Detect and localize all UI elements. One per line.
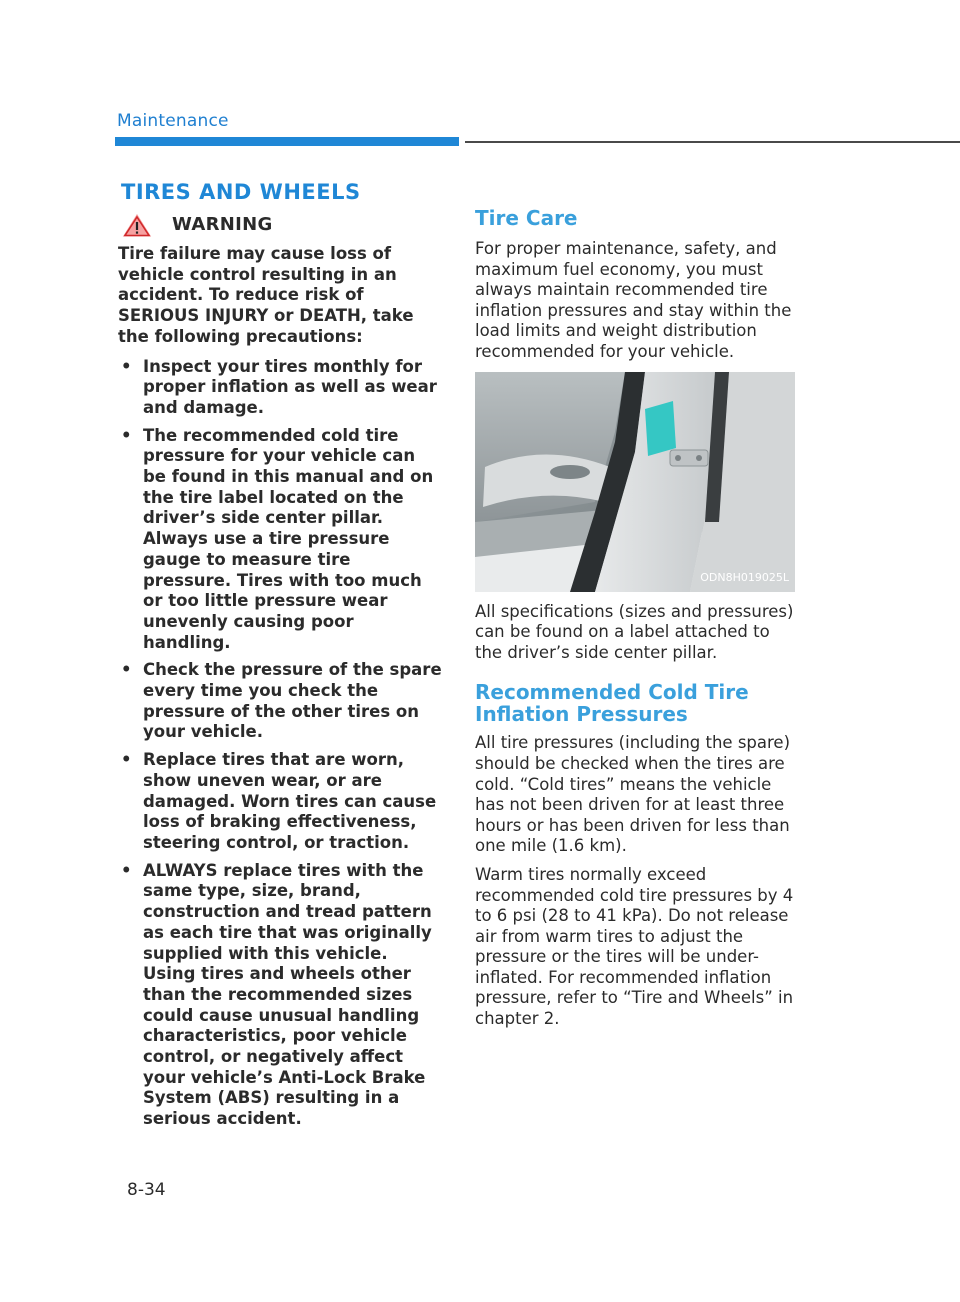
list-item-text: Check the pressure of the spare every time you check the pressure of the other tires on your vehicle. — [143, 660, 442, 742]
list-item — [118, 660, 443, 743]
right-column — [475, 205, 800, 1038]
list-item — [118, 750, 443, 854]
tire-label-figure — [475, 372, 795, 592]
list-item — [118, 426, 443, 654]
bullet-icon: • — [121, 860, 132, 880]
warning-intro: Tire failure may cause loss of vehicle control resulting in an accident. To reduce risk of SERIOUS INJURY or DEATH, take the following precautions: — [118, 244, 414, 346]
cold-tire-heading: Recommended Cold Tire Inflation Pressures — [475, 680, 749, 727]
figure-caption: ODN8H019025L — [700, 570, 789, 584]
list-item — [118, 357, 443, 419]
warning-triangle-icon — [120, 211, 154, 239]
cold-tire-paragraph-2: Warm tires normally exceed recommended cold tire pressures by 4 to 6 psi (28 to 41 kPa). Do not release air from warm tires to adjust the pressure or the tires will be under-inflated. For recommended inflation pressure, refer to “Tire and Wheels” in chapter 2. — [475, 864, 794, 1029]
bullet-icon: • — [121, 425, 132, 445]
list-item-text: ALWAYS replace tires with the same type, size, brand, construction and tread pattern as each tire that was originally supplied with this vehicle. Using tires and wheels other than the recommended sizes could cause unusual handling characteristics, poor vehicle control, or negatively affect your vehicle’s Anti-Lock Brake System (ABS) resulting in a serious accident. — [143, 860, 432, 1129]
list-item-text: Replace tires that are worn, show uneven wear, or are damaged. Worn tires can cause loss of braking effectiveness, steering control, or traction. — [143, 750, 437, 852]
tire-care-heading: Tire Care — [475, 206, 578, 230]
bullet-icon: • — [121, 750, 132, 770]
header-rule — [465, 141, 960, 143]
warning-body — [118, 244, 443, 1137]
warning-label: WARNING — [172, 214, 273, 235]
bullet-icon: • — [121, 356, 132, 376]
list-item-text: The recommended cold tire pressure for your vehicle can be found in this manual and on the tire label located on the driver’s side center pillar. Always use a tire pressure gauge to measure tire pressure. Tires with too much or too little pressure wear unevenly causing poor handling. — [143, 425, 434, 652]
page-number: 8-34 — [127, 1180, 166, 1200]
section-heading: TIRES AND WHEELS — [121, 180, 361, 204]
bullet-icon: • — [121, 660, 132, 680]
cold-tire-paragraph-1: All tire pressures (including the spare) should be checked when the tires are cold. “Cold tires” means the vehicle has not been driven for at least three hours or has been driven for less than one mile (1.6 km). — [475, 733, 791, 856]
header-title: Maintenance — [117, 111, 229, 131]
list-item-text: Inspect your tires monthly for proper inflation as well as wear and damage. — [143, 356, 437, 417]
tire-care-paragraph: For proper maintenance, safety, and maximum fuel economy, you must always maintain recommended tire inflation pressures and stay within the load limits and weight distribution recommended for your vehicle. — [475, 239, 792, 361]
header-rule-accent — [115, 137, 459, 146]
label-location-paragraph: All specifications (sizes and pressures) can be found on a label attached to the driver’s side center pillar. — [475, 601, 794, 662]
precaution-list — [118, 357, 443, 1130]
door-pillar-illustration — [475, 372, 795, 592]
list-item — [118, 861, 443, 1130]
